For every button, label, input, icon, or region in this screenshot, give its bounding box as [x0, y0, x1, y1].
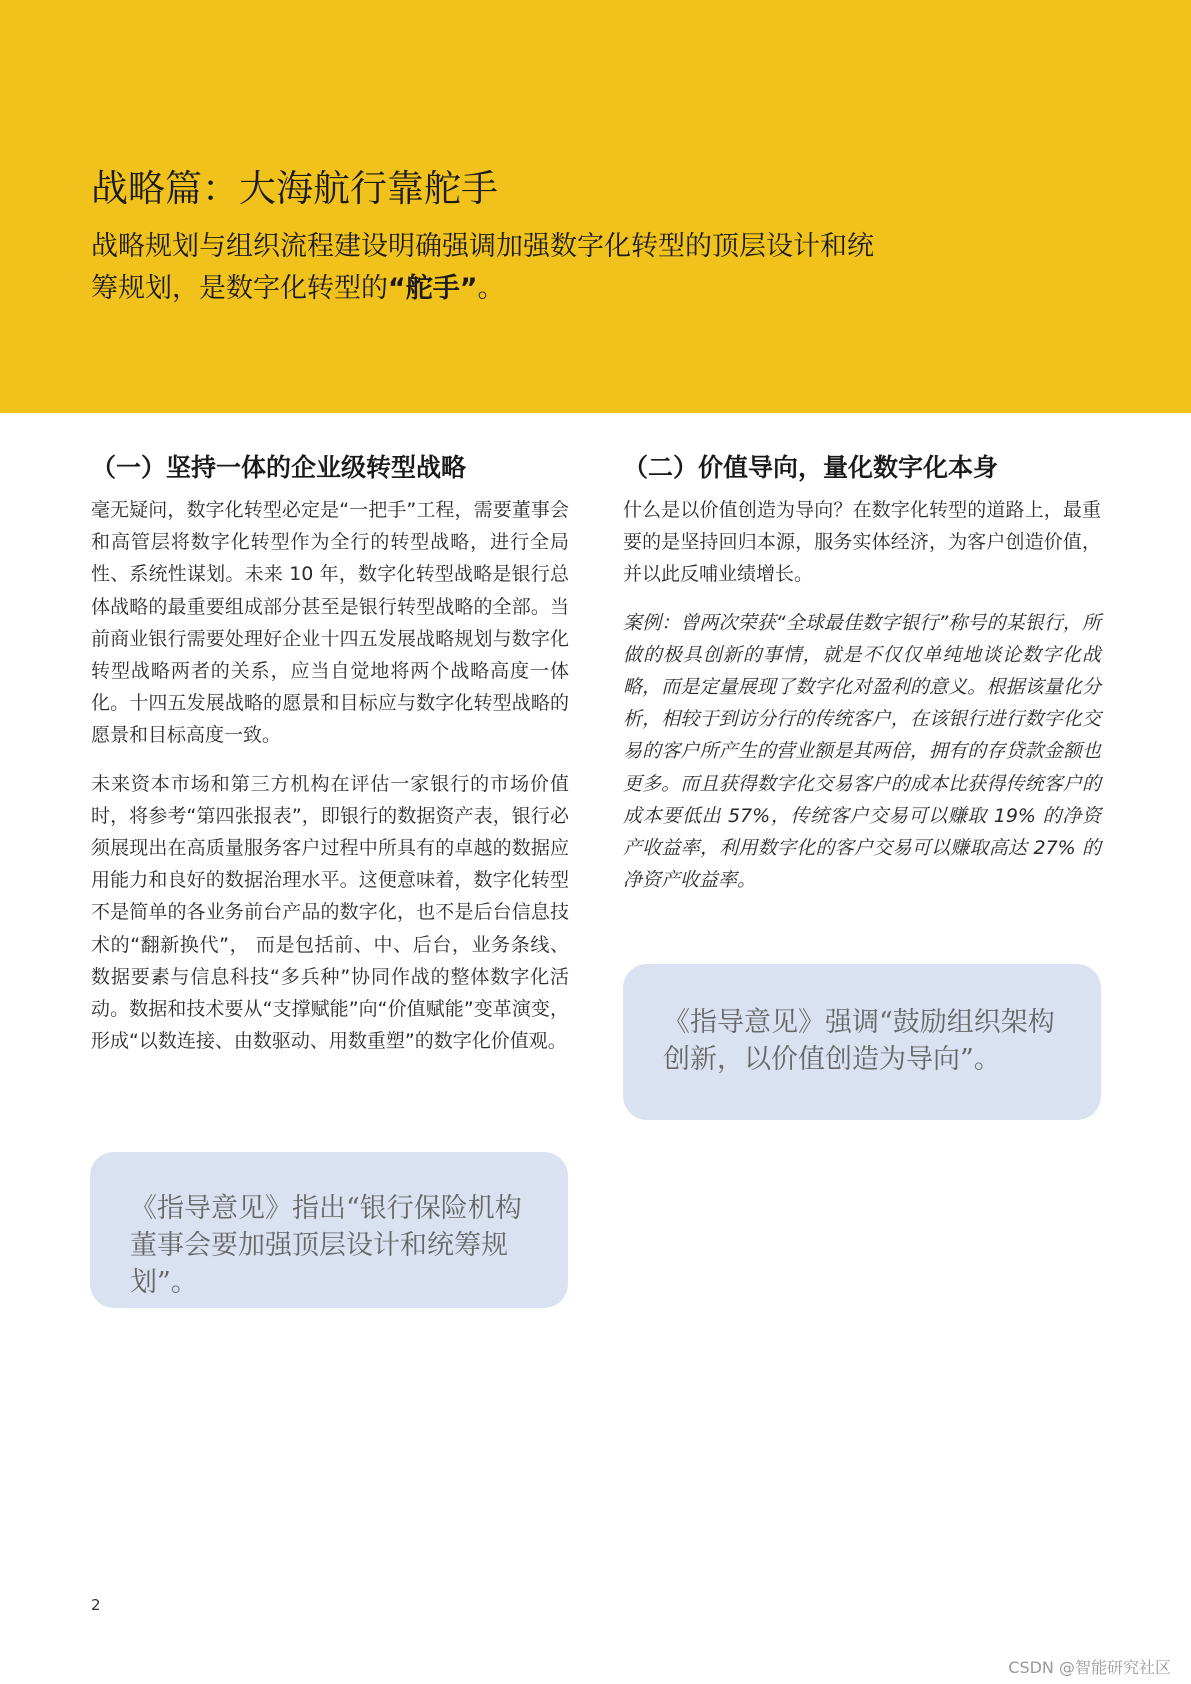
right-column: [623, 448, 1101, 912]
section-heading: （一）坚持一体的企业级转型战略: [91, 453, 467, 482]
left-column: [91, 448, 569, 1073]
subtitle-end: 。: [477, 273, 505, 304]
page-number: 2: [91, 1596, 101, 1614]
subtitle-text: 战略规划与组织流程建设明确强调加强数字化转型的顶层设计和统筹规划，是数字化转型的: [91, 231, 874, 304]
subtitle-emphasis: “舵手”: [388, 273, 478, 304]
callout-quote: 《指导意见》强调“鼓励组织架构创新，以价值创造为导向”。: [623, 964, 1101, 1120]
paragraph: 未来资本市场和第三方机构在评估一家银行的市场价值时，将参考“第四张报表”，即银行的数据资产表，银行必须展现出在高质量服务客户过程中所具有的卓越的数据应用能力和良好的数据治理水平。这便意味着，数字化转型不是简单的各业务前台产品的数字化，也不是后台信息技术的“翻新换代”， 而是包括前、中、后台，业务条线、数据要素与信息科技“多兵种”协同作战的整体数字化活动。数据和技术要从“支撑赋能”向“价值赋能”变革演变，形成“以数连接、由数驱动、用数重塑”的数字化价值观。: [91, 772, 569, 1053]
callout-quote: 《指导意见》指出“银行保险机构董事会要加强顶层设计和统筹规划”。: [90, 1152, 568, 1308]
page-title: 战略篇：大海航行靠舵手: [91, 167, 498, 210]
watermark: CSDN @智能研究社区: [1008, 1658, 1171, 1677]
page-subtitle: [91, 226, 891, 310]
case-paragraph: 案例：曾两次荣获“全球最佳数字银行”称号的某银行，所做的极具创新的事情，就是不仅仅单纯地谈论数字化战略，而是定量展现了数字化对盈利的意义。根据该量化分析，相较于到访分行的传统客户，在该银行进行数字化交易的客户所产生的营业额是其两倍，拥有的存贷款金额也更多。而且获得数字化交易客户的成本比获得传统客户的成本要低出 57%，传统客户交易可以赚取 19% 的净资产收益率，利用数字化的客户交易可以赚取高达 27% 的净资产收益率。: [623, 611, 1101, 892]
section-heading: （二）价值导向，量化数字化本身: [623, 453, 999, 482]
paragraph: 什么是以价值创造为导向？在数字化转型的道路上，最重要的是坚持回归本源，服务实体经济，为客户创造价值，并以此反哺业绩增长。: [623, 499, 1101, 586]
paragraph: 毫无疑问，数字化转型必定是“一把手”工程，需要董事会和高管层将数字化转型作为全行的转型战略，进行全局性、系统性谋划。未来 10 年，数字化转型战略是银行总体战略的最重要组成部分甚至是银行转型战略的全部。当前商业银行需要处理好企业十四五发展战略规划与数字化转型战略两者的关系，应当自觉地将两个战略高度一体化。十四五发展战略的愿景和目标应与数字化转型战略的愿景和目标高度一致。: [91, 499, 569, 747]
